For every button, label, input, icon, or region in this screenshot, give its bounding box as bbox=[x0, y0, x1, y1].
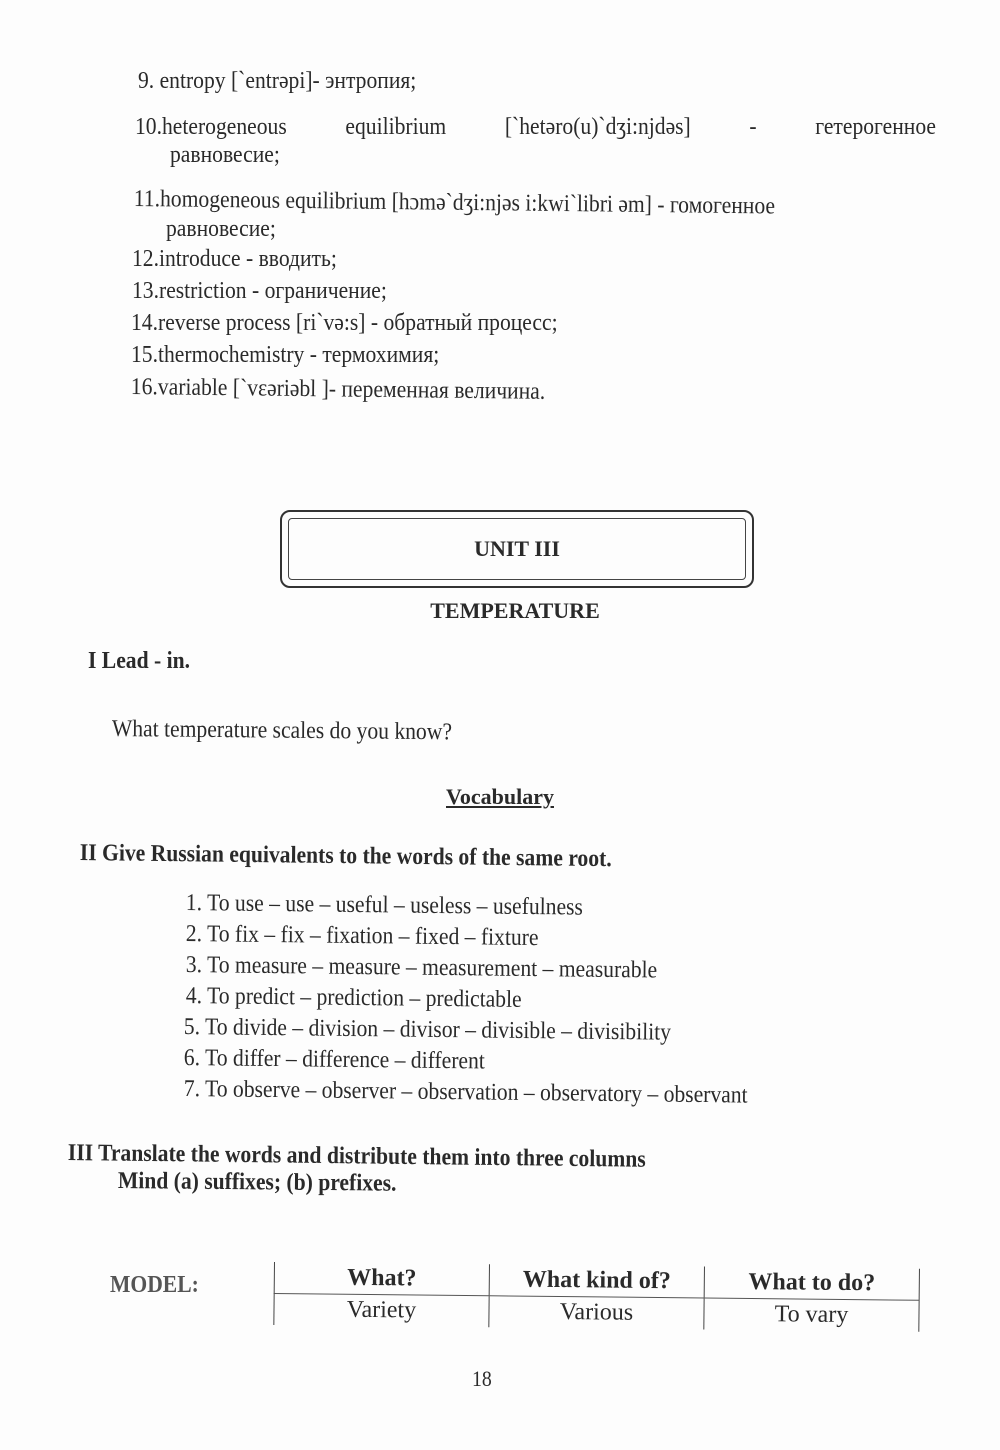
column-header: What? bbox=[274, 1262, 489, 1296]
lead-in-heading: I Lead - in. bbox=[88, 648, 191, 674]
vocab-item-10-cont: равновесие; bbox=[170, 142, 280, 168]
vocab-item-9: 9. entropy [`entrəpi]- энтропия; bbox=[138, 68, 417, 94]
task-2-item: 7. To observe – observer – observation – observatory – observant bbox=[183, 1076, 748, 1109]
vocabulary-heading: Vocabulary bbox=[446, 784, 554, 809]
task-3-subheading: Mind (a) suffixes; (b) prefixes. bbox=[117, 1168, 397, 1197]
task-2-item: 2. To fix – fix – fixation – fixed – fixture bbox=[185, 921, 539, 952]
translation: гетерогенное bbox=[815, 114, 936, 140]
vocab-item-10 bbox=[135, 114, 936, 141]
model-table bbox=[273, 1262, 920, 1332]
task-2-heading: II Give Russian equivalents to the words of the same root. bbox=[79, 840, 612, 873]
vocab-item-11-cont: равновесие; bbox=[166, 216, 276, 242]
unit-subtitle: TEMPERATURE bbox=[430, 598, 600, 623]
vocab-item-16: 16.variable [`vεəriəbl ]- переменная величина. bbox=[130, 374, 546, 405]
vocab-item-14: 14.reverse process [ri`və:s] - обратный процесс; bbox=[131, 310, 558, 336]
task-2-item: 4. To predict – prediction – predictable bbox=[185, 983, 522, 1013]
lead-in-question: What temperature scales do you know? bbox=[111, 716, 453, 746]
column-header: What kind of? bbox=[489, 1264, 704, 1298]
table-cell: Various bbox=[489, 1296, 704, 1330]
transcription: [`hetəro(u)`dʒi:njdəs] bbox=[504, 114, 691, 140]
dash: - bbox=[749, 114, 757, 140]
page-number: 18 bbox=[472, 1366, 492, 1391]
table-cell: Variety bbox=[274, 1294, 489, 1328]
column-header: What to do? bbox=[704, 1267, 919, 1301]
task-2-item: 6. To differ – difference – different bbox=[183, 1045, 485, 1075]
model-table-row bbox=[274, 1294, 919, 1332]
unit-title: UNIT III bbox=[474, 536, 560, 561]
vocab-item-12: 12.introduce - вводить; bbox=[132, 246, 337, 272]
vocab-item-13: 13.restriction - ограничение; bbox=[132, 278, 387, 304]
task-2-item: 1. To use – use – useful – useless – usefulness bbox=[185, 890, 584, 921]
task-2-item: 3. To measure – measure – measurement – measurable bbox=[185, 952, 658, 984]
task-2-item: 5. To divide – division – divisor – divisible – divisibility bbox=[183, 1014, 672, 1046]
vocab-item-15: 15.thermochemistry - термохимия; bbox=[131, 342, 440, 368]
term: 10.heterogeneous bbox=[135, 114, 287, 140]
model-label: MODEL: bbox=[110, 1272, 199, 1298]
unit-title-frame bbox=[280, 510, 754, 588]
task-3-heading: III Translate the words and distribute them into three columns bbox=[67, 1140, 646, 1173]
table-cell: To vary bbox=[704, 1298, 919, 1332]
term: equilibrium bbox=[345, 114, 447, 140]
vocab-item-11: 11.homogeneous equilibrium [hɔmə`dʒi:njəs i:kwi`libri əm] - гомогенное bbox=[133, 186, 776, 220]
